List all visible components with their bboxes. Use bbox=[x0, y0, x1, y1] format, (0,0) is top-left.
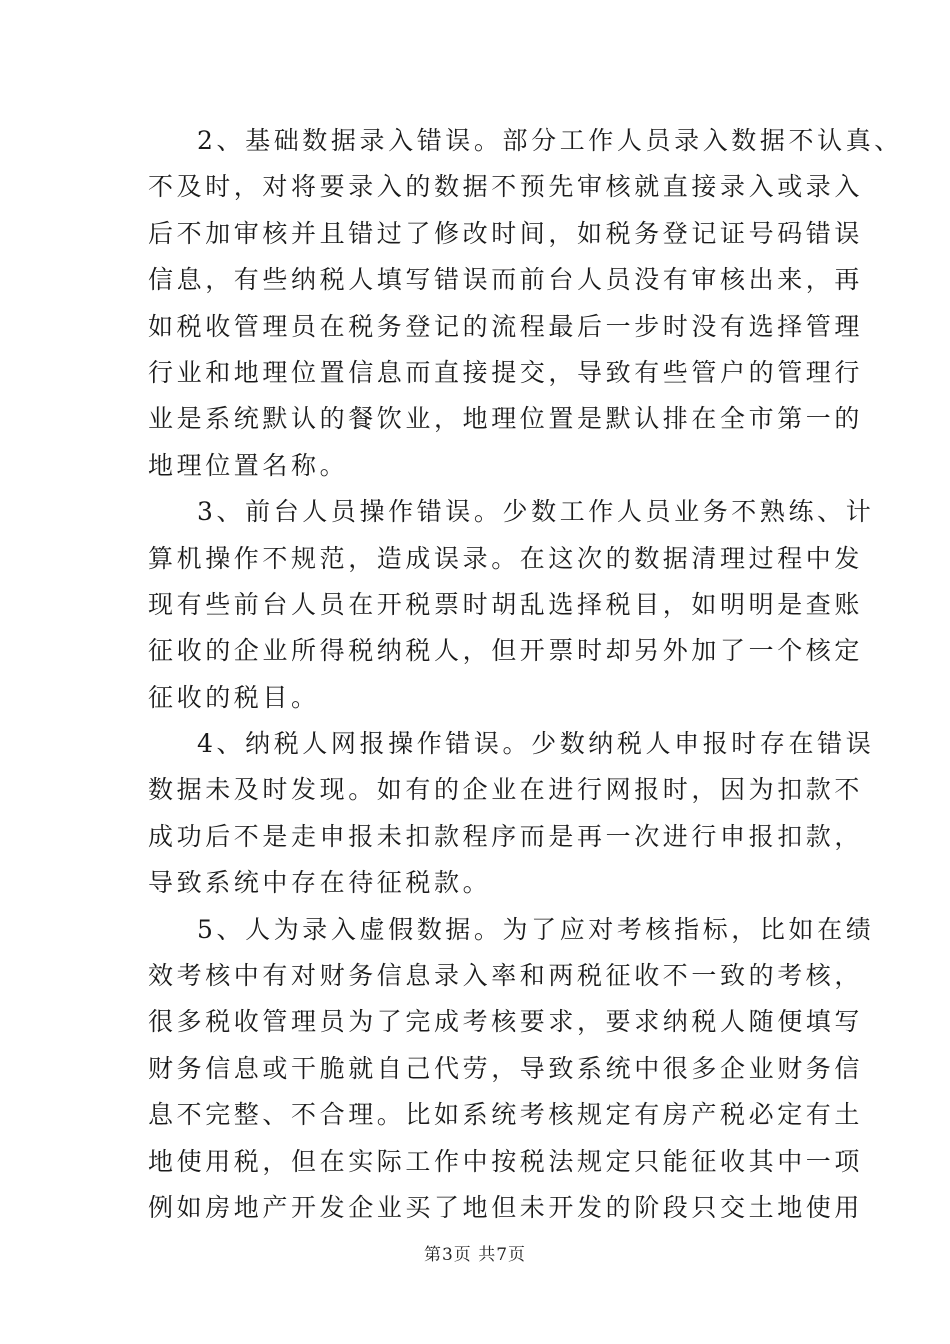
text-line: 后不加审核并且错过了修改时间，如税务登记证号码错误 bbox=[148, 218, 864, 248]
text-line: 如税收管理员在税务登记的流程最后一步时没有选择管理 bbox=[148, 311, 864, 341]
text-line: 不及时，对将要录入的数据不预先审核就直接录入或录入 bbox=[148, 172, 864, 202]
text-line: 算机操作不规范，造成误录。在这次的数据清理过程中发 bbox=[148, 543, 864, 573]
text-line: 4、纳税人网报操作错误。少数纳税人申报时存在错误 bbox=[197, 729, 875, 759]
text-line: 行业和地理位置信息而直接提交，导致有些管户的管理行 bbox=[148, 357, 864, 387]
page-footer: 第3页 共7页 bbox=[423, 1245, 527, 1265]
text-line: 5、人为录入虚假数据。为了应对考核指标，比如在绩 bbox=[197, 914, 875, 944]
text-line: 地理位置名称。 bbox=[148, 450, 349, 480]
text-line: 财务信息或干脆就自己代劳，导致系统中很多企业财务信 bbox=[148, 1053, 864, 1083]
text-line: 征收的税目。 bbox=[148, 682, 320, 712]
text-line: 成功后不是走申报未扣款程序而是再一次进行申报扣款， bbox=[148, 821, 864, 851]
text-line: 信息，有些纳税人填写错误而前台人员没有审核出来，再 bbox=[148, 265, 864, 295]
text-line: 例如房地产开发企业买了地但未开发的阶段只交土地使用 bbox=[148, 1192, 864, 1222]
document-body bbox=[148, 118, 903, 1231]
text-line: 数据未及时发现。如有的企业在进行网报时，因为扣款不 bbox=[148, 775, 864, 805]
text-line: 征收的企业所得税纳税人，但开票时却另外加了一个核定 bbox=[148, 636, 864, 666]
text-line: 业是系统默认的餐饮业，地理位置是默认排在全市第一的 bbox=[148, 404, 864, 434]
text-line: 2、基础数据录入错误。部分工作人员录入数据不认真、 bbox=[197, 126, 903, 155]
text-line: 很多税收管理员为了完成考核要求，要求纳税人随便填写 bbox=[148, 1007, 864, 1037]
text-line: 地使用税，但在实际工作中按税法规定只能征收其中一项 bbox=[148, 1146, 864, 1176]
text-line: 3、前台人员操作错误。少数工作人员业务不熟练、计 bbox=[197, 497, 875, 527]
text-line: 息不完整、不合理。比如系统考核规定有房产税必定有土 bbox=[148, 1100, 864, 1130]
text-line: 导致系统中存在待征税款。 bbox=[148, 868, 492, 898]
text-line: 效考核中有对财务信息录入率和两税征收不一致的考核， bbox=[148, 961, 864, 991]
text-line: 现有些前台人员在开税票时胡乱选择税目，如明明是查账 bbox=[148, 589, 864, 619]
